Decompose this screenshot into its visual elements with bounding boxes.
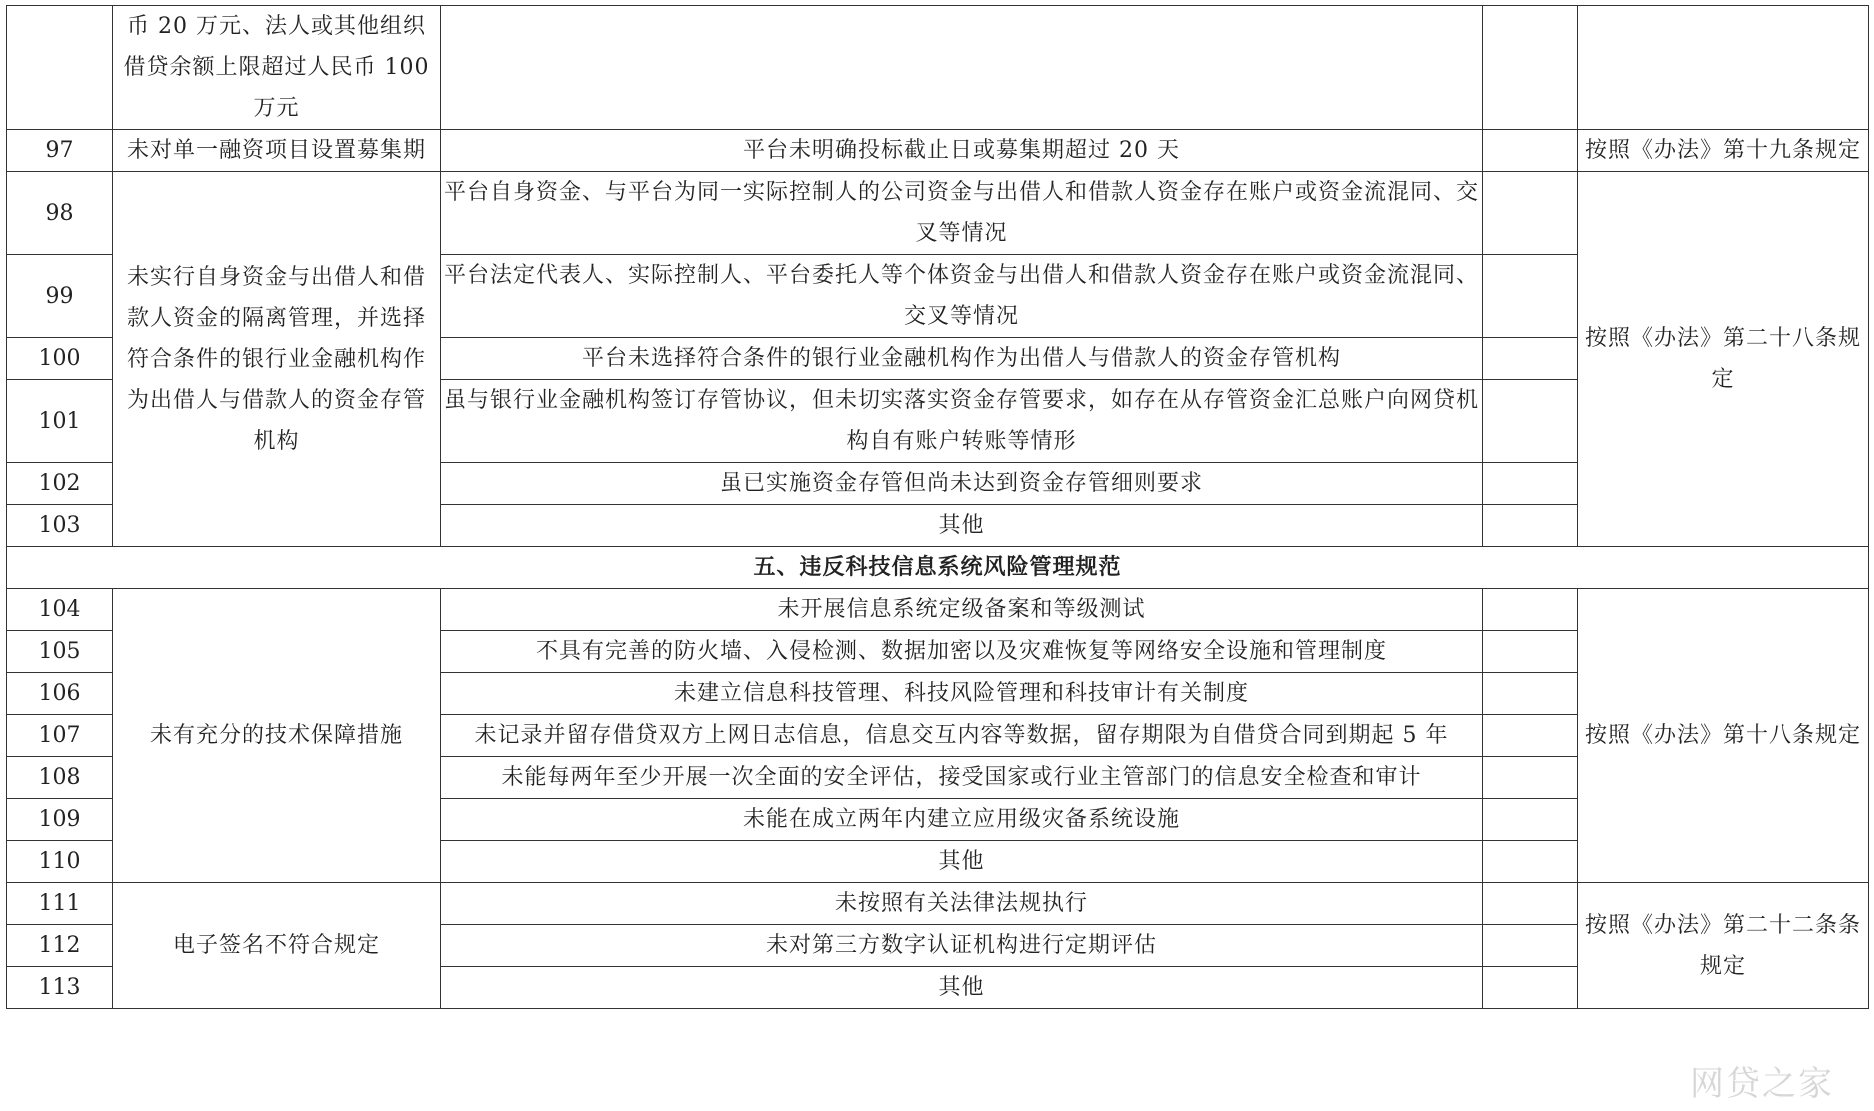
mark-cell [1483,463,1578,505]
description-cell: 未对第三方数字认证机构进行定期评估 [441,925,1483,967]
mark-cell [1483,841,1578,883]
row-number: 113 [7,967,113,1009]
mark-cell [1483,130,1578,172]
row-number: 102 [7,463,113,505]
mark-cell [1483,799,1578,841]
issue-cell: 未对单一融资项目设置募集期 [113,130,441,172]
basis-cell: 按照《办法》第十九条规定 [1578,130,1869,172]
description-cell: 其他 [441,505,1483,547]
watermark-logo: 网贷之家 [1690,1064,1834,1104]
row-number: 106 [7,673,113,715]
basis-cell: 按照《办法》第二十二条条规定 [1578,883,1869,1009]
description-cell: 平台法定代表人、实际控制人、平台委托人等个体资金与出借人和借款人资金存在账户或资金流混同、交叉等情况 [441,255,1483,338]
row-number: 100 [7,338,113,380]
description-cell: 平台自身资金、与平台为同一实际控制人的公司资金与出借人和借款人资金存在账户或资金流混同、交叉等情况 [441,172,1483,255]
issue-cell: 未实行自身资金与出借人和借款人资金的隔离管理，并选择符合条件的银行业金融机构作为出借人与借款人的资金存管机构 [113,172,441,547]
section-title: 五、违反科技信息系统风险管理规范 [7,547,1869,589]
description-cell: 未记录并留存借贷双方上网日志信息，信息交互内容等数据，留存期限为自借贷合同到期起 5 年 [441,715,1483,757]
description-cell: 平台未明确投标截止日或募集期超过 20 天 [441,130,1483,172]
mark-cell [1483,172,1578,255]
basis-cell: 按照《办法》第十八条规定 [1578,589,1869,883]
table-row [7,130,1869,172]
description-cell: 虽与银行业金融机构签订存管协议，但未切实落实资金存管要求，如存在从存管资金汇总账户向网贷机构自有账户转账等情形 [441,380,1483,463]
description-cell: 未按照有关法律法规执行 [441,883,1483,925]
mark-cell [1483,967,1578,1009]
mark-cell [1483,338,1578,380]
row-number: 98 [7,172,113,255]
mark-cell [1483,883,1578,925]
mark-cell [1483,505,1578,547]
description-cell: 未能在成立两年内建立应用级灾备系统设施 [441,799,1483,841]
mark-cell [1483,255,1578,338]
table-row [7,883,1869,925]
description-cell: 平台未选择符合条件的银行业金融机构作为出借人与借款人的资金存管机构 [441,338,1483,380]
row-number: 110 [7,841,113,883]
description-cell: 未能每两年至少开展一次全面的安全评估，接受国家或行业主管部门的信息安全检查和审计 [441,757,1483,799]
row-number: 111 [7,883,113,925]
issue-cell: 未有充分的技术保障措施 [113,589,441,883]
table-row [7,589,1869,631]
row-number: 107 [7,715,113,757]
basis-cell [1578,6,1869,130]
table-row [7,6,1869,130]
basis-cell: 按照《办法》第二十八条规定 [1578,172,1869,547]
mark-cell [1483,925,1578,967]
description-cell [441,6,1483,130]
description-cell: 其他 [441,967,1483,1009]
mark-cell [1483,715,1578,757]
regulation-table [6,5,1869,1009]
description-cell: 不具有完善的防火墙、入侵检测、数据加密以及灾难恢复等网络安全设施和管理制度 [441,631,1483,673]
row-number [7,6,113,130]
row-number: 108 [7,757,113,799]
description-cell: 未建立信息科技管理、科技风险管理和科技审计有关制度 [441,673,1483,715]
mark-cell [1483,380,1578,463]
row-number: 103 [7,505,113,547]
mark-cell [1483,631,1578,673]
section-header-row [7,547,1869,589]
description-cell: 其他 [441,841,1483,883]
mark-cell [1483,757,1578,799]
row-number: 99 [7,255,113,338]
row-number: 109 [7,799,113,841]
description-cell: 虽已实施资金存管但尚未达到资金存管细则要求 [441,463,1483,505]
issue-cell: 币 20 万元、法人或其他组织借贷余额上限超过人民币 100 万元 [113,6,441,130]
issue-cell: 电子签名不符合规定 [113,883,441,1009]
mark-cell [1483,673,1578,715]
table-row [7,172,1869,255]
mark-cell [1483,6,1578,130]
row-number: 104 [7,589,113,631]
row-number: 112 [7,925,113,967]
row-number: 97 [7,130,113,172]
mark-cell [1483,589,1578,631]
row-number: 101 [7,380,113,463]
description-cell: 未开展信息系统定级备案和等级测试 [441,589,1483,631]
row-number: 105 [7,631,113,673]
